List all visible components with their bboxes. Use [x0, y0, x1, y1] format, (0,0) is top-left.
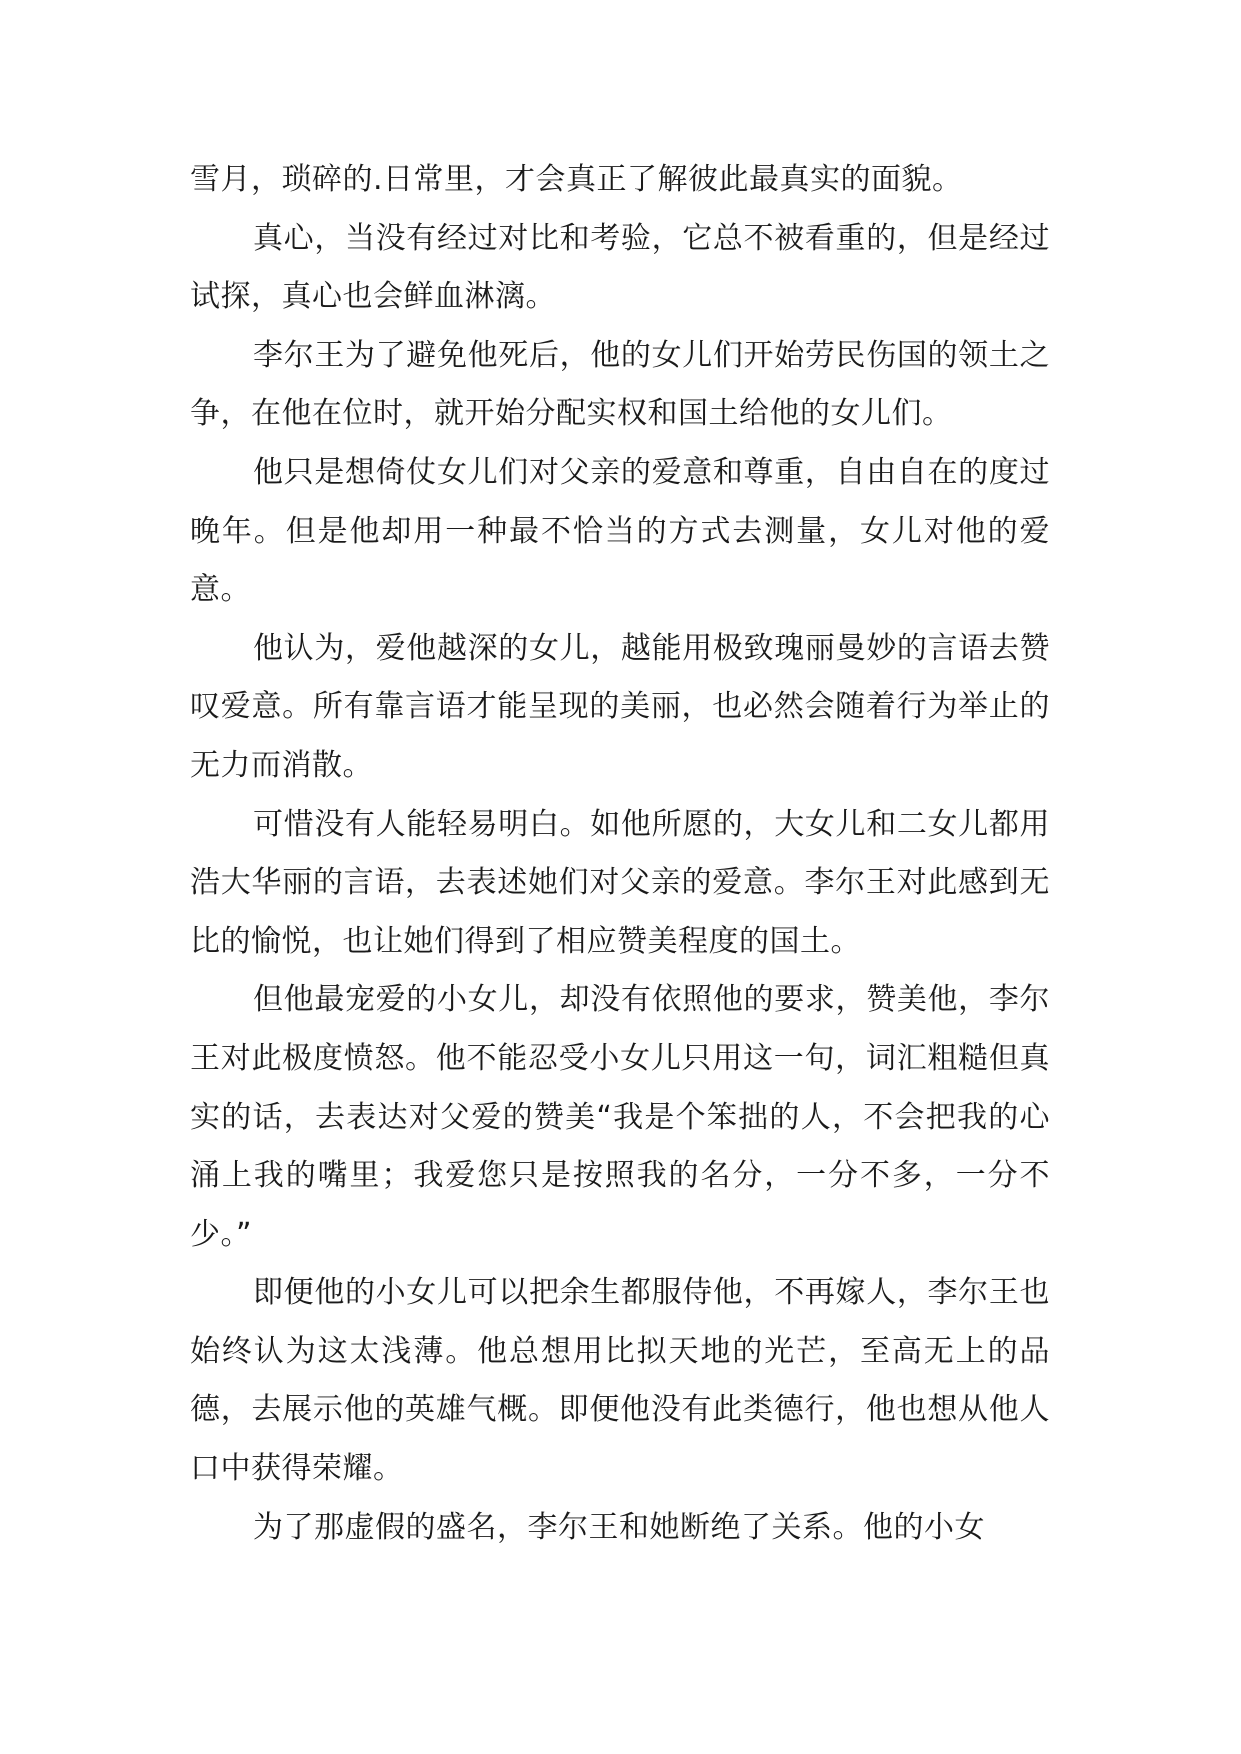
paragraph-3: 李尔王为了避免他死后，他的女儿们开始劳民伤国的领土之争，在他在位时，就开始分配实权和国土给他的女儿们。 [190, 337, 1050, 432]
document-body [190, 151, 1050, 1557]
paragraph-6: 可惜没有人能轻易明白。如他所愿的，大女儿和二女儿都用浩大华丽的言语，去表述她们对父亲的爱意。李尔王对此感到无比的愉悦，也让她们得到了相应赞美程度的国土。 [190, 806, 1050, 959]
paragraph-9: 为了那虚假的盛名，李尔王和她断绝了关系。他的小女 [253, 1509, 985, 1545]
paragraph-8: 即便他的小女儿可以把余生都服侍他，不再嫁人，李尔王也始终认为这太浅薄。他总想用比拟天地的光芒，至高无上的品德，去展示他的英雄气概。即便他没有此类德行，他也想从他人口中获得荣耀。 [190, 1275, 1050, 1487]
paragraph-1: 雪月，琐碎的.日常里，才会真正了解彼此最真实的面貌。 [190, 162, 963, 197]
paragraph-5: 他认为，爱他越深的女儿，越能用极致瑰丽曼妙的言语去赞叹爱意。所有靠言语才能呈现的美丽，也必然会随着行为举止的无力而消散。 [190, 630, 1050, 783]
paragraph-2: 真心，当没有经过对比和考验，它总不被看重的，但是经过试探，真心也会鲜血淋漓。 [190, 220, 1050, 315]
paragraph-7: 但他最宠爱的小女儿，却没有依照他的要求，赞美他，李尔王对此极度愤怒。他不能忍受小女儿只用这一句，词汇粗糙但真实的话，去表达对父爱的赞美“我是个笨拙的人，不会把我的心涌上我的嘴里；我爱您只是按照我的名分，一分不多，一分不少。” [190, 982, 1050, 1252]
paragraph-4: 他只是想倚仗女儿们对父亲的爱意和尊重，自由自在的度过晚年。但是他却用一种最不恰当的方式去测量，女儿对他的爱意。 [190, 454, 1050, 608]
